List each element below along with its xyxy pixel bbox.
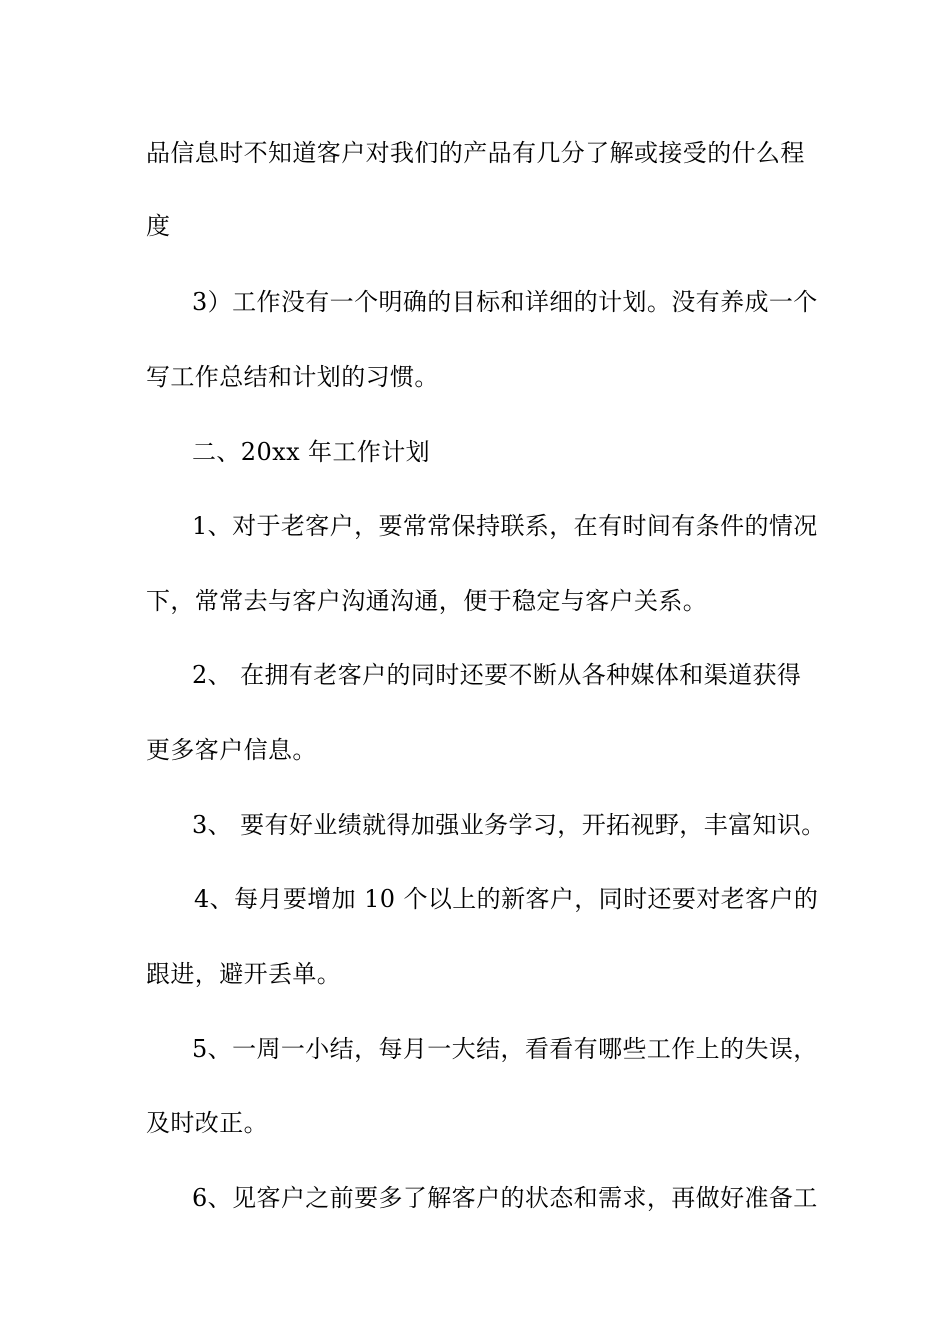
paragraph-line: 1、对于老客户，要常常保持联系，在有时间有条件的情况 [192,512,818,540]
paragraph-line: 4、每月要增加 10 个以上的新客户，同时还要对老客户的 [194,885,819,913]
paragraph-line: 更多客户信息。 [146,736,317,764]
paragraph-line: 跟进，避开丢单。 [146,960,342,988]
paragraph-line: 6、见客户之前要多了解客户的状态和需求，再做好准备工 [192,1184,818,1212]
paragraph-line: 度 [146,212,171,240]
paragraph-line: 下，常常去与客户沟通沟通，便于稳定与客户关系。 [146,587,708,615]
paragraph-line: 3、 要有好业绩就得加强业务学习，开拓视野，丰富知识。 [192,811,826,839]
section-heading: 二、20xx 年工作计划 [192,438,431,466]
paragraph-line: 及时改正。 [146,1109,268,1137]
paragraph-line: 3）工作没有一个明确的目标和详细的计划。没有养成一个 [192,288,818,316]
paragraph-line: 写工作总结和计划的习惯。 [146,363,439,391]
paragraph-line: 品信息时不知道客户对我们的产品有几分了解或接受的什么程 [146,139,805,167]
paragraph-line: 2、 在拥有老客户的同时还要不断从各种媒体和渠道获得 [192,661,802,689]
paragraph-line: 5、一周一小结，每月一大结，看看有哪些工作上的失误， [192,1035,818,1063]
